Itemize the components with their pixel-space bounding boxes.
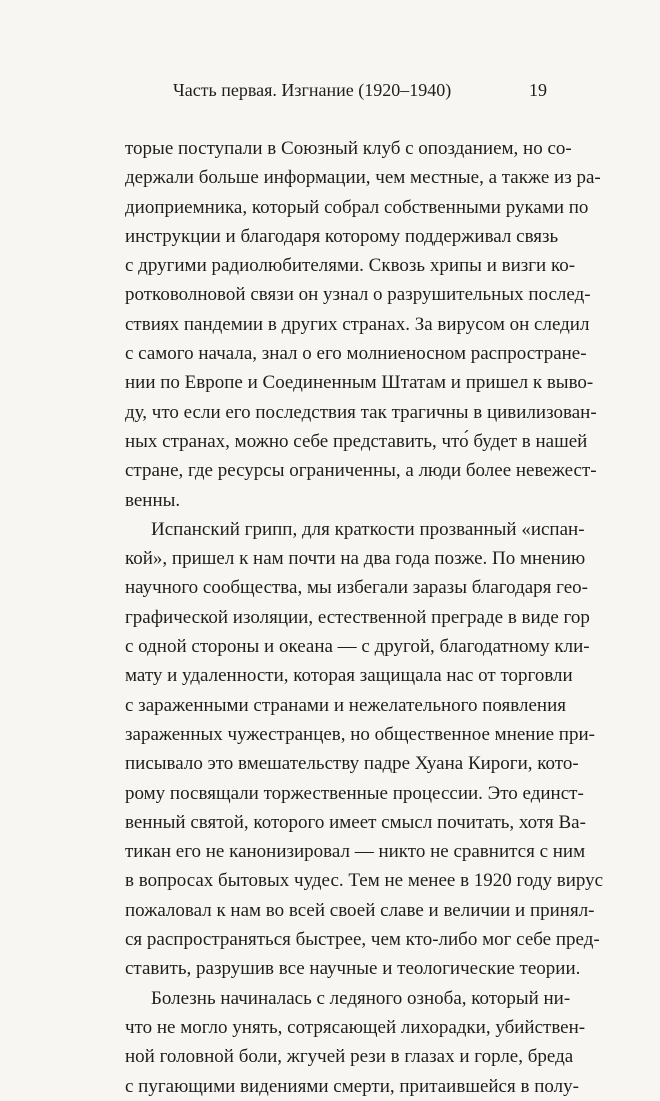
text-line: с одной стороны и океана — с другой, благодатному кли- — [125, 636, 590, 658]
text-line: тикан его не канонизировал — никто не сравнится с ним — [125, 841, 586, 863]
text-line: нии по Европе и Соединенным Штатам и пришел к выво- — [125, 372, 594, 394]
page-number: 19 — [529, 80, 547, 100]
paragraph-start-line: Болезнь начиналась с ледяного озноба, который ни- — [151, 987, 571, 1009]
text-line: мату и удаленности, которая защищала нас от торговли — [125, 665, 573, 687]
text-line: зараженных чужестранцев, но общественное мнение при- — [125, 723, 595, 745]
text-line: ствиях пандемии в других странах. За вирусом он следил — [125, 313, 590, 335]
text-line: с самого начала, знал о его молниеносном распростране- — [125, 343, 587, 365]
text-line: графической изоляции, естественной преграде в виде гор — [125, 606, 590, 628]
text-line: кой», пришел к нам почти на два года позже. По мнению — [125, 548, 586, 570]
text-line: ной головной боли, жгучей рези в глазах и горле, бреда — [125, 1046, 574, 1068]
text-line: ротковолновой связи он узнал о разрушительных послед- — [125, 284, 591, 306]
text-line: диоприемника, который собрал собственными руками по — [125, 196, 589, 218]
text-line: научного сообщества, мы избегали заразы благодаря гео- — [125, 577, 588, 599]
paragraph-start-line: Испанский грипп, для краткости прозванный «испан- — [151, 518, 585, 540]
text-line: с зараженными странами и нежелательного появления — [125, 694, 566, 716]
running-header — [173, 78, 547, 102]
text-line: инструкции и благодаря которому поддерживал связь — [125, 225, 559, 247]
text-line: рому посвящали торжественные процессии. Это единст- — [125, 782, 584, 804]
text-line: пожаловал к нам во всей своей славе и величии и принял- — [125, 899, 595, 921]
text-line: ся распространяться быстрее, чем кто-либо мог себе пред- — [125, 929, 600, 951]
text-line: писывало это вмешательству падре Хуана Кироги, кото- — [125, 753, 579, 775]
text-line: венны. — [125, 489, 181, 511]
text-line: ных странах, можно себе представить, что́ будет в нашей — [125, 430, 588, 452]
text-line: торые поступали в Союзный клуб с опозданием, но со- — [125, 138, 572, 159]
text-line: ду, что если его последствия так трагичны в цивилизован- — [125, 401, 597, 423]
text-line: в вопросах бытовых чудес. Тем не менее в 1920 году вирус — [125, 870, 604, 892]
text-line: стране, где ресурсы ограниченны, а люди более невежест- — [125, 460, 597, 482]
text-line: ставить, разрушив все научные и теологические теории. — [125, 958, 581, 980]
text-line: держали больше информации, чем местные, а также из ра- — [125, 167, 601, 189]
text-line: с другими радиолюбителями. Сквозь хрипы и визги ко- — [125, 255, 576, 277]
body-text — [125, 134, 604, 1101]
text-line: что не могло унять, сотрясающей лихорадки, убийствен- — [125, 1016, 586, 1038]
running-title: Часть первая. Изгнание (1920–1940) — [173, 80, 452, 100]
text-line: венный святой, которого имеет смысл почитать, хотя Ва- — [125, 811, 586, 833]
text-line: с пугающими видениями смерти, притаившейся в полу- — [125, 1075, 579, 1097]
